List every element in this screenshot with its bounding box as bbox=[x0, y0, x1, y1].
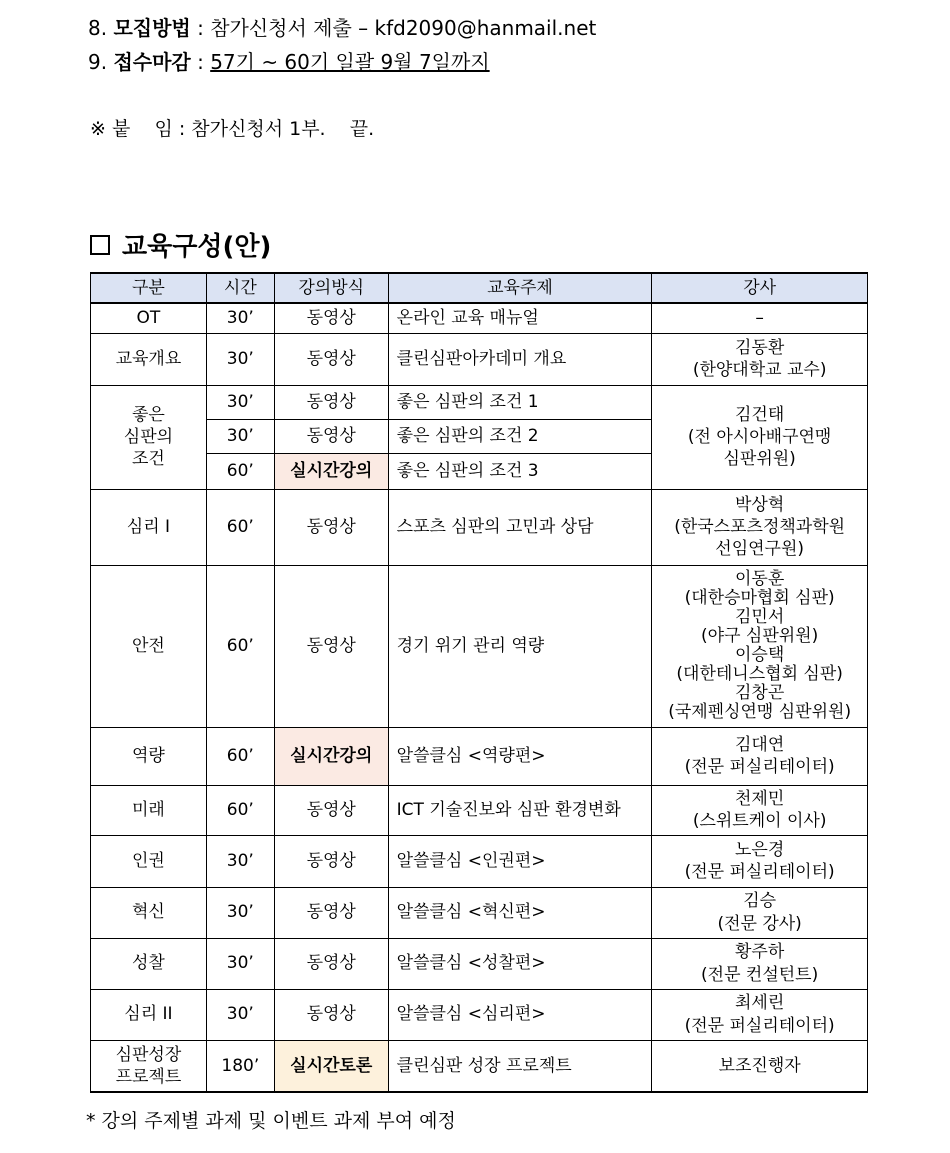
cell-instructor: 천제민 (스위트케이 이사) bbox=[652, 785, 868, 835]
table-row bbox=[91, 938, 868, 989]
cell-topic: 알쓸클심 <심리편> bbox=[388, 989, 652, 1040]
cell-time: 30’ bbox=[206, 385, 274, 419]
cell-instructor: 노은경 (전문 퍼실리테이터) bbox=[652, 835, 868, 887]
cell-instructor: 보조진행자 bbox=[652, 1040, 868, 1092]
col-header-instructor: 강사 bbox=[652, 273, 868, 303]
cell-method: 동영상 bbox=[274, 785, 388, 835]
cell-topic: 알쓸클심 <혁신편> bbox=[388, 887, 652, 938]
item-separator: : bbox=[190, 16, 211, 40]
cell-time: 30’ bbox=[206, 333, 274, 385]
cell-topic: 클린심판 성장 프로젝트 bbox=[388, 1040, 652, 1092]
cell-category: 교육개요 bbox=[91, 333, 207, 385]
table-row bbox=[91, 303, 868, 333]
item-number: 8. bbox=[88, 16, 108, 40]
cell-method: 동영상 bbox=[274, 887, 388, 938]
cell-method: 동영상 bbox=[274, 489, 388, 565]
table-row bbox=[91, 385, 868, 419]
cell-category: 혁신 bbox=[91, 887, 207, 938]
cell-method: 실시간강의 bbox=[274, 453, 388, 489]
cell-topic: 온라인 교육 매뉴얼 bbox=[388, 303, 652, 333]
deadline-line bbox=[88, 46, 490, 75]
cell-instructor: 김승 (전문 강사) bbox=[652, 887, 868, 938]
cell-time: 60’ bbox=[206, 453, 274, 489]
table-row bbox=[91, 489, 868, 565]
cell-topic: 스포츠 심판의 고민과 상담 bbox=[388, 489, 652, 565]
item-text: 참가신청서 제출 – kfd2090@hanmail.net bbox=[210, 16, 597, 40]
col-header-topic: 교육주제 bbox=[388, 273, 652, 303]
col-header-method: 강의방식 bbox=[274, 273, 388, 303]
cell-instructor: – bbox=[652, 303, 868, 333]
cell-method: 동영상 bbox=[274, 938, 388, 989]
cell-instructor: 황주하 (전문 컨설턴트) bbox=[652, 938, 868, 989]
cell-topic: 경기 위기 관리 역량 bbox=[388, 565, 652, 727]
cell-category: 미래 bbox=[91, 785, 207, 835]
cell-time: 180’ bbox=[206, 1040, 274, 1092]
cell-instructor: 이동훈 (대한승마협회 심판) 김민서 (야구 심판위원) 이승택 (대한테니스협회 심판) 김창곤 (국제펜싱연맹 심판위원) bbox=[652, 565, 868, 727]
cell-method: 동영상 bbox=[274, 385, 388, 419]
table-header-row bbox=[91, 273, 868, 303]
cell-category: 심리 II bbox=[91, 989, 207, 1040]
cell-topic: ICT 기술진보와 심판 환경변화 bbox=[388, 785, 652, 835]
col-header-time: 시간 bbox=[206, 273, 274, 303]
item-label: 접수마감 bbox=[113, 50, 191, 74]
cell-topic: 알쓸클심 <역량편> bbox=[388, 727, 652, 785]
cell-method: 동영상 bbox=[274, 419, 388, 453]
checkbox-icon bbox=[90, 235, 110, 255]
cell-time: 60’ bbox=[206, 565, 274, 727]
item-text: 57기 ~ 60기 일괄 9월 7일까지 bbox=[210, 50, 490, 74]
cell-category: 안전 bbox=[91, 565, 207, 727]
cell-time: 60’ bbox=[206, 785, 274, 835]
cell-method: 동영상 bbox=[274, 333, 388, 385]
cell-method: 실시간토론 bbox=[274, 1040, 388, 1092]
table-row bbox=[91, 835, 868, 887]
footnote: * 강의 주제별 과제 및 이벤트 과제 부여 예정 bbox=[86, 1110, 456, 1132]
cell-method: 동영상 bbox=[274, 989, 388, 1040]
item-separator: : bbox=[190, 50, 211, 74]
section-title bbox=[90, 226, 271, 263]
table-row bbox=[91, 565, 868, 727]
cell-category: OT bbox=[91, 303, 207, 333]
cell-instructor: 최세린 (전문 퍼실리테이터) bbox=[652, 989, 868, 1040]
table-row bbox=[91, 989, 868, 1040]
cell-instructor: 김건태 (전 아시아배구연맹 심판위원) bbox=[652, 385, 868, 489]
cell-instructor: 김대연 (전문 퍼실리테이터) bbox=[652, 727, 868, 785]
cell-time: 60’ bbox=[206, 489, 274, 565]
cell-instructor: 김동환 (한양대학교 교수) bbox=[652, 333, 868, 385]
cell-instructor: 박상혁 (한국스포츠정책과학원 선임연구원) bbox=[652, 489, 868, 565]
cell-topic: 클린심판아카데미 개요 bbox=[388, 333, 652, 385]
attachment-line: ※ 붙 임 : 참가신청서 1부. 끝. bbox=[90, 118, 375, 140]
cell-time: 30’ bbox=[206, 989, 274, 1040]
cell-time: 30’ bbox=[206, 835, 274, 887]
cell-topic: 좋은 심판의 조건 3 bbox=[388, 453, 652, 489]
cell-category: 좋은 심판의 조건 bbox=[91, 385, 207, 489]
table-row bbox=[91, 1040, 868, 1092]
cell-category: 심리 I bbox=[91, 489, 207, 565]
table-row bbox=[91, 333, 868, 385]
col-header-category: 구분 bbox=[91, 273, 207, 303]
cell-topic: 알쓸클심 <인권편> bbox=[388, 835, 652, 887]
cell-method: 동영상 bbox=[274, 835, 388, 887]
cell-method: 실시간강의 bbox=[274, 727, 388, 785]
table-row bbox=[91, 785, 868, 835]
cell-time: 30’ bbox=[206, 303, 274, 333]
cell-topic: 좋은 심판의 조건 1 bbox=[388, 385, 652, 419]
cell-category: 역량 bbox=[91, 727, 207, 785]
cell-method: 동영상 bbox=[274, 565, 388, 727]
cell-category: 성찰 bbox=[91, 938, 207, 989]
cell-time: 60’ bbox=[206, 727, 274, 785]
cell-topic: 좋은 심판의 조건 2 bbox=[388, 419, 652, 453]
recruit-method-line bbox=[88, 12, 596, 41]
item-number: 9. bbox=[88, 50, 108, 74]
cell-category: 심판성장 프로젝트 bbox=[91, 1040, 207, 1092]
cell-time: 30’ bbox=[206, 887, 274, 938]
section-title-text: 교육구성(안) bbox=[122, 232, 272, 262]
cell-topic: 알쓸클심 <성찰편> bbox=[388, 938, 652, 989]
cell-time: 30’ bbox=[206, 419, 274, 453]
cell-category: 인권 bbox=[91, 835, 207, 887]
table-row bbox=[91, 887, 868, 938]
cell-time: 30’ bbox=[206, 938, 274, 989]
cell-method: 동영상 bbox=[274, 303, 388, 333]
curriculum-table bbox=[90, 272, 868, 1093]
item-label: 모집방법 bbox=[113, 16, 191, 40]
table-row bbox=[91, 727, 868, 785]
